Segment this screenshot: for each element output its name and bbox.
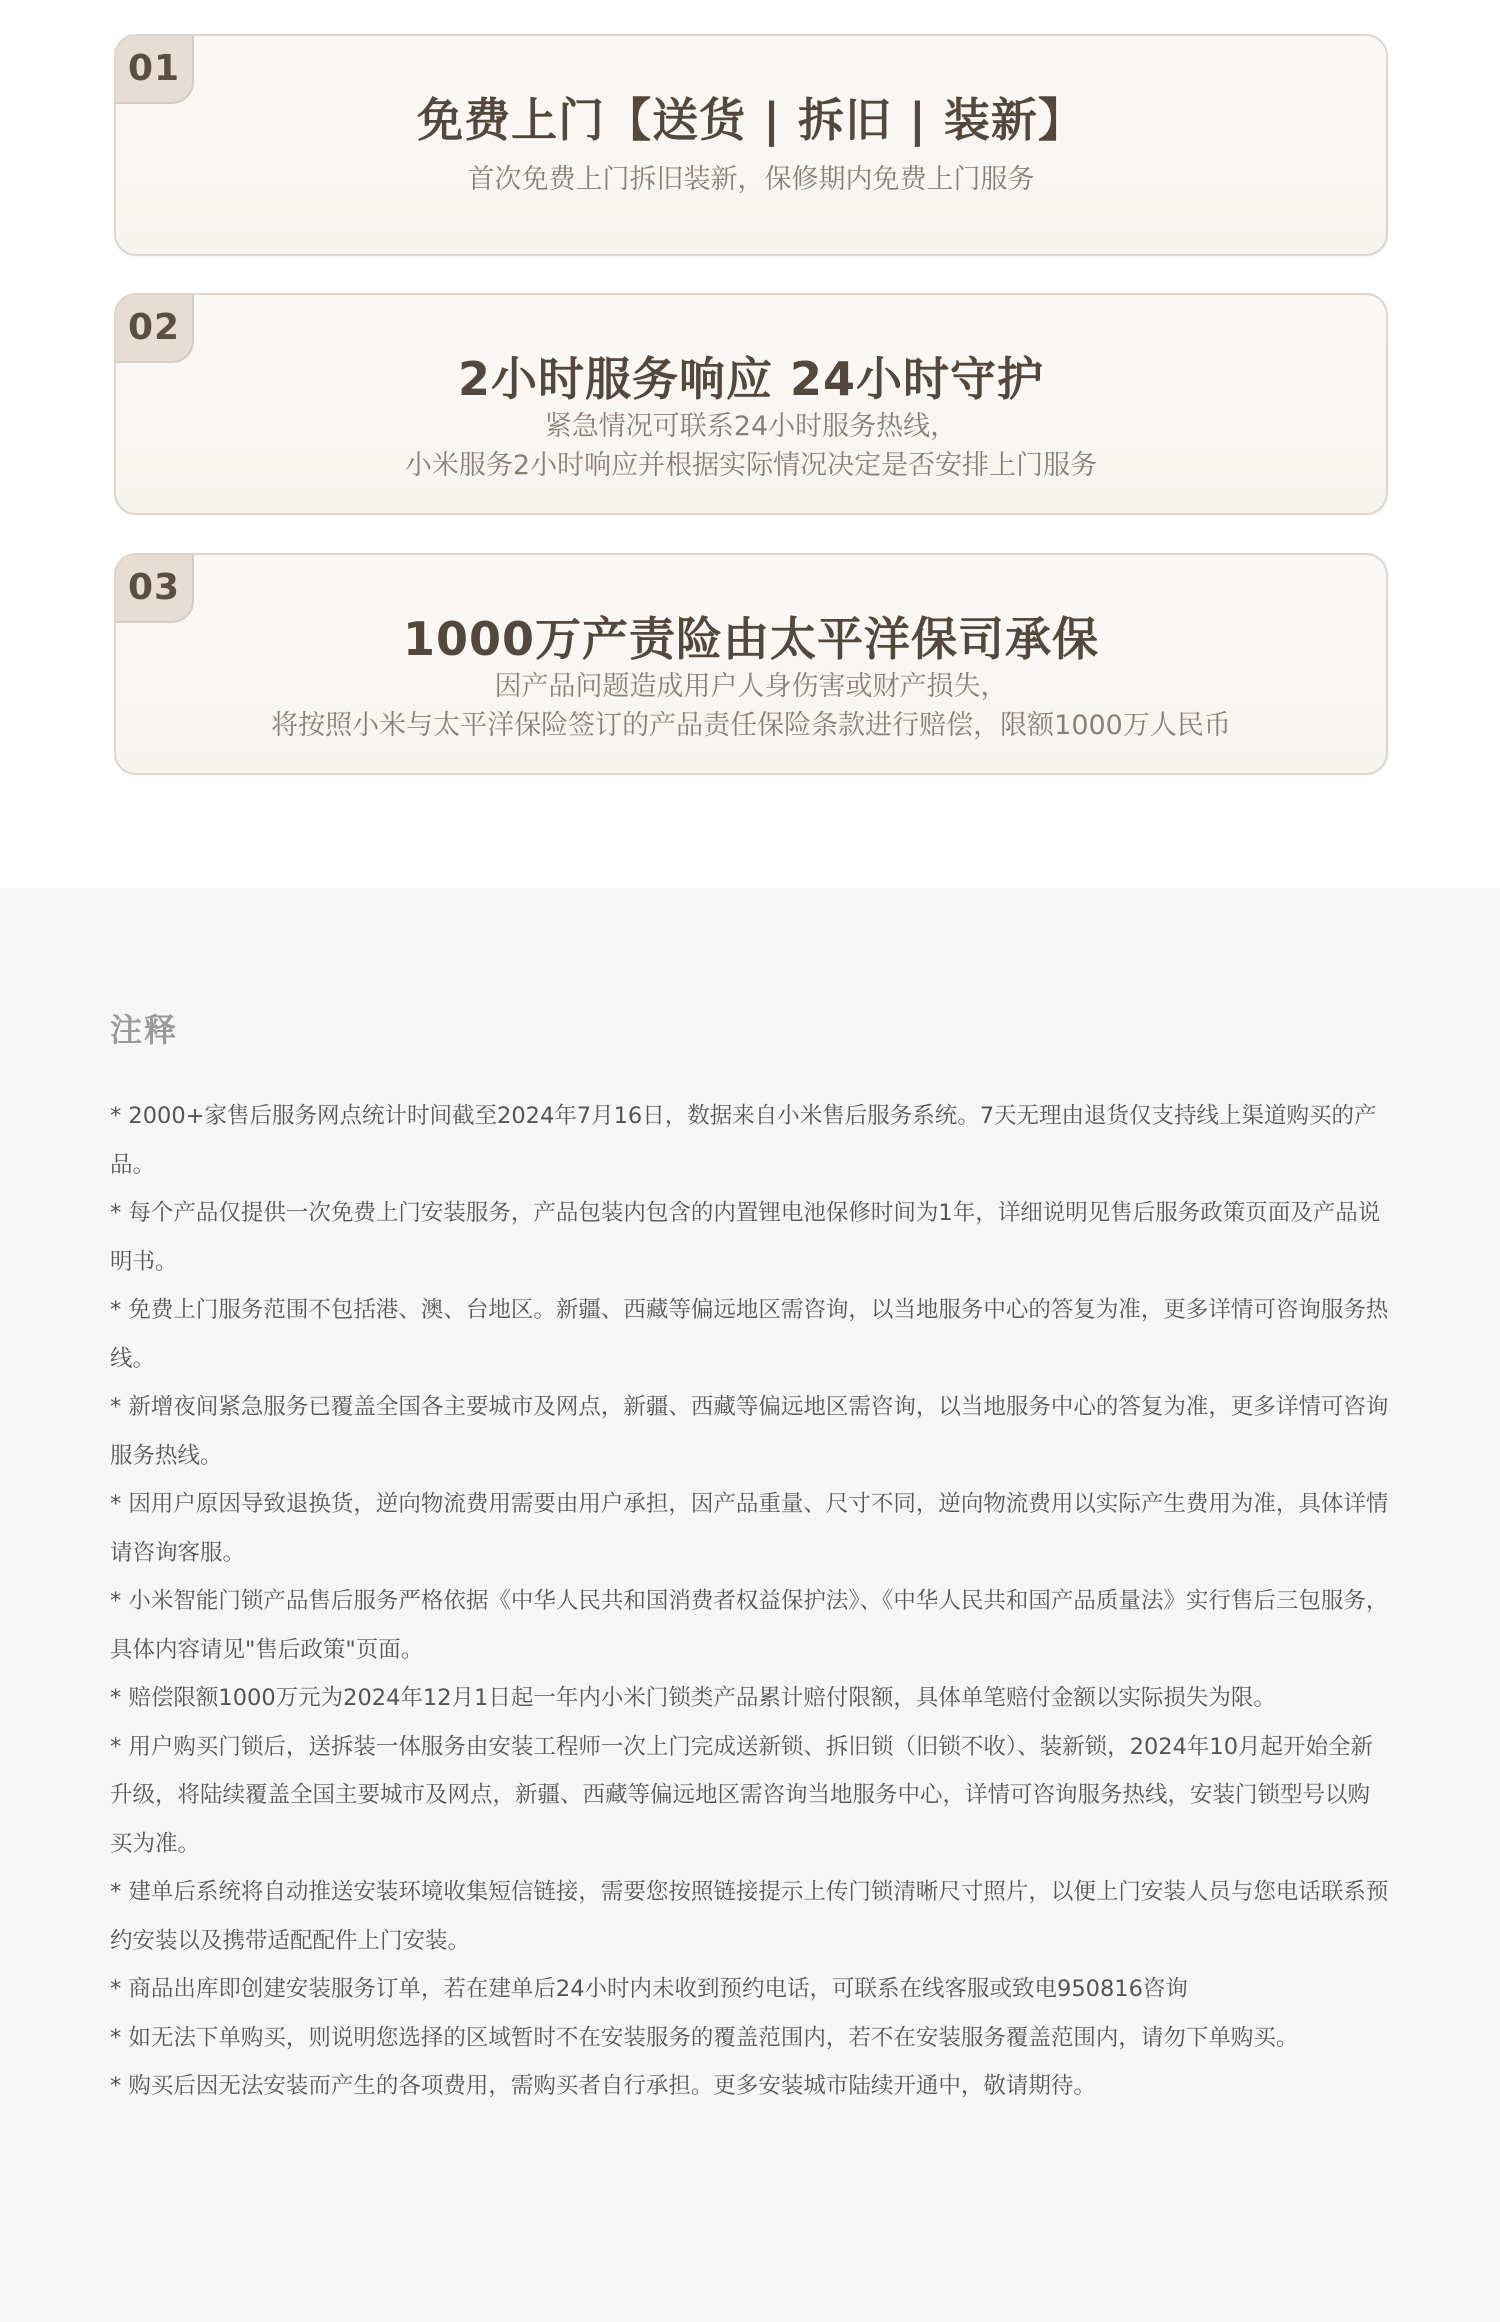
note-item: * 每个产品仅提供一次免费上门安装服务，产品包装内包含的内置锂电池保修时间为1年，详细说明见售后服务政策页面及产品说明书。 bbox=[110, 1200, 1381, 1275]
note-item: * 建单后系统将自动推送安装环境收集短信链接，需要您按照链接提示上传门锁清晰尺寸照片，以便上门安装人员与您电话联系预约安装以及携带适配配件上门安装。 bbox=[110, 1879, 1389, 1954]
card-description bbox=[116, 407, 1386, 485]
service-card-free-visit bbox=[114, 34, 1388, 256]
notes-section bbox=[0, 888, 1500, 2322]
card-number-badge: 03 bbox=[114, 553, 194, 623]
service-card-response bbox=[114, 293, 1388, 515]
notes-title: 注释 bbox=[110, 1011, 179, 1049]
card-description-line: 将按照小米与太平洋保险签订的产品责任保险条款进行赔偿，限额1000万人民币 bbox=[271, 710, 1231, 741]
card-title: 免费上门【送货 | 拆旧 | 装新】 bbox=[417, 93, 1085, 147]
card-description-line: 小米服务2小时响应并根据实际情况决定是否安排上门服务 bbox=[404, 450, 1098, 481]
note-item: * 赔偿限额1000万元为2024年12月1日起一年内小米门锁类产品累计赔付限额，具体单笔赔付金额以实际损失为限。 bbox=[110, 1685, 1276, 1711]
card-description-line: 首次免费上门拆旧装新，保修期内免费上门服务 bbox=[467, 164, 1035, 195]
card-description-line: 紧急情况可联系24小时服务热线， bbox=[544, 411, 958, 442]
note-item: * 新增夜间紧急服务已覆盖全国各主要城市及网点，新疆、西藏等偏远地区需咨询，以当地服务中心的答复为准，更多详情可咨询服务热线。 bbox=[110, 1394, 1389, 1469]
note-item: * 如无法下单购买，则说明您选择的区域暂时不在安装服务的覆盖范围内，若不在安装服务覆盖范围内，请勿下单购买。 bbox=[110, 2024, 1299, 2051]
notes-list bbox=[110, 1092, 1392, 2111]
card-title: 2小时服务响应 24小时守护 bbox=[457, 352, 1045, 406]
card-description bbox=[116, 667, 1386, 745]
note-item: * 购买后因无法安装而产生的各项费用，需购买者自行承担。更多安装城市陆续开通中，敬请期待。 bbox=[110, 2073, 1096, 2099]
card-description-line: 因产品问题造成用户人身伤害或财产损失， bbox=[494, 671, 1008, 702]
note-item: * 用户购买门锁后，送拆装一体服务由安装工程师一次上门完成送新锁、拆旧锁（旧锁不收）、装新锁，2024年10月起开始全新升级，将陆续覆盖全国主要城市及网点，新疆、西藏等偏远地区需咨询当地服务中心，详情可咨询服务热线，安装门锁型号以购买为准。 bbox=[110, 1733, 1374, 1857]
note-item: * 因用户原因导致退换货，逆向物流费用需要由用户承担，因产品重量、尺寸不同，逆向物流费用以实际产生费用为准，具体详情请咨询客服。 bbox=[110, 1491, 1389, 1566]
note-item: * 免费上门服务范围不包括港、澳、台地区。新疆、西藏等偏远地区需咨询，以当地服务中心的答复为准，更多详情可咨询服务热线。 bbox=[110, 1297, 1389, 1372]
card-number-badge: 02 bbox=[114, 293, 194, 363]
note-item: * 2000+家售后服务网点统计时间截至2024年7月16日，数据来自小米售后服务系统。7天无理由退货仅支持线上渠道购买的产品。 bbox=[110, 1103, 1377, 1178]
note-item: * 小米智能门锁产品售后服务严格依据《中华人民共和国消费者权益保护法》、《中华人民共和国产品质量法》实行售后三包服务，具体内容请见"售后政策"页面。 bbox=[110, 1588, 1389, 1663]
service-cards-section bbox=[0, 0, 1500, 888]
note-item: * 商品出库即创建安装服务订单，若在建单后24小时内未收到预约电话，可联系在线客服或致电950816咨询 bbox=[110, 1976, 1188, 2002]
card-number-badge: 01 bbox=[114, 34, 194, 104]
card-title: 1000万产责险由太平洋保司承保 bbox=[402, 612, 1100, 666]
service-card-insurance bbox=[114, 553, 1388, 775]
card-description bbox=[116, 160, 1386, 199]
